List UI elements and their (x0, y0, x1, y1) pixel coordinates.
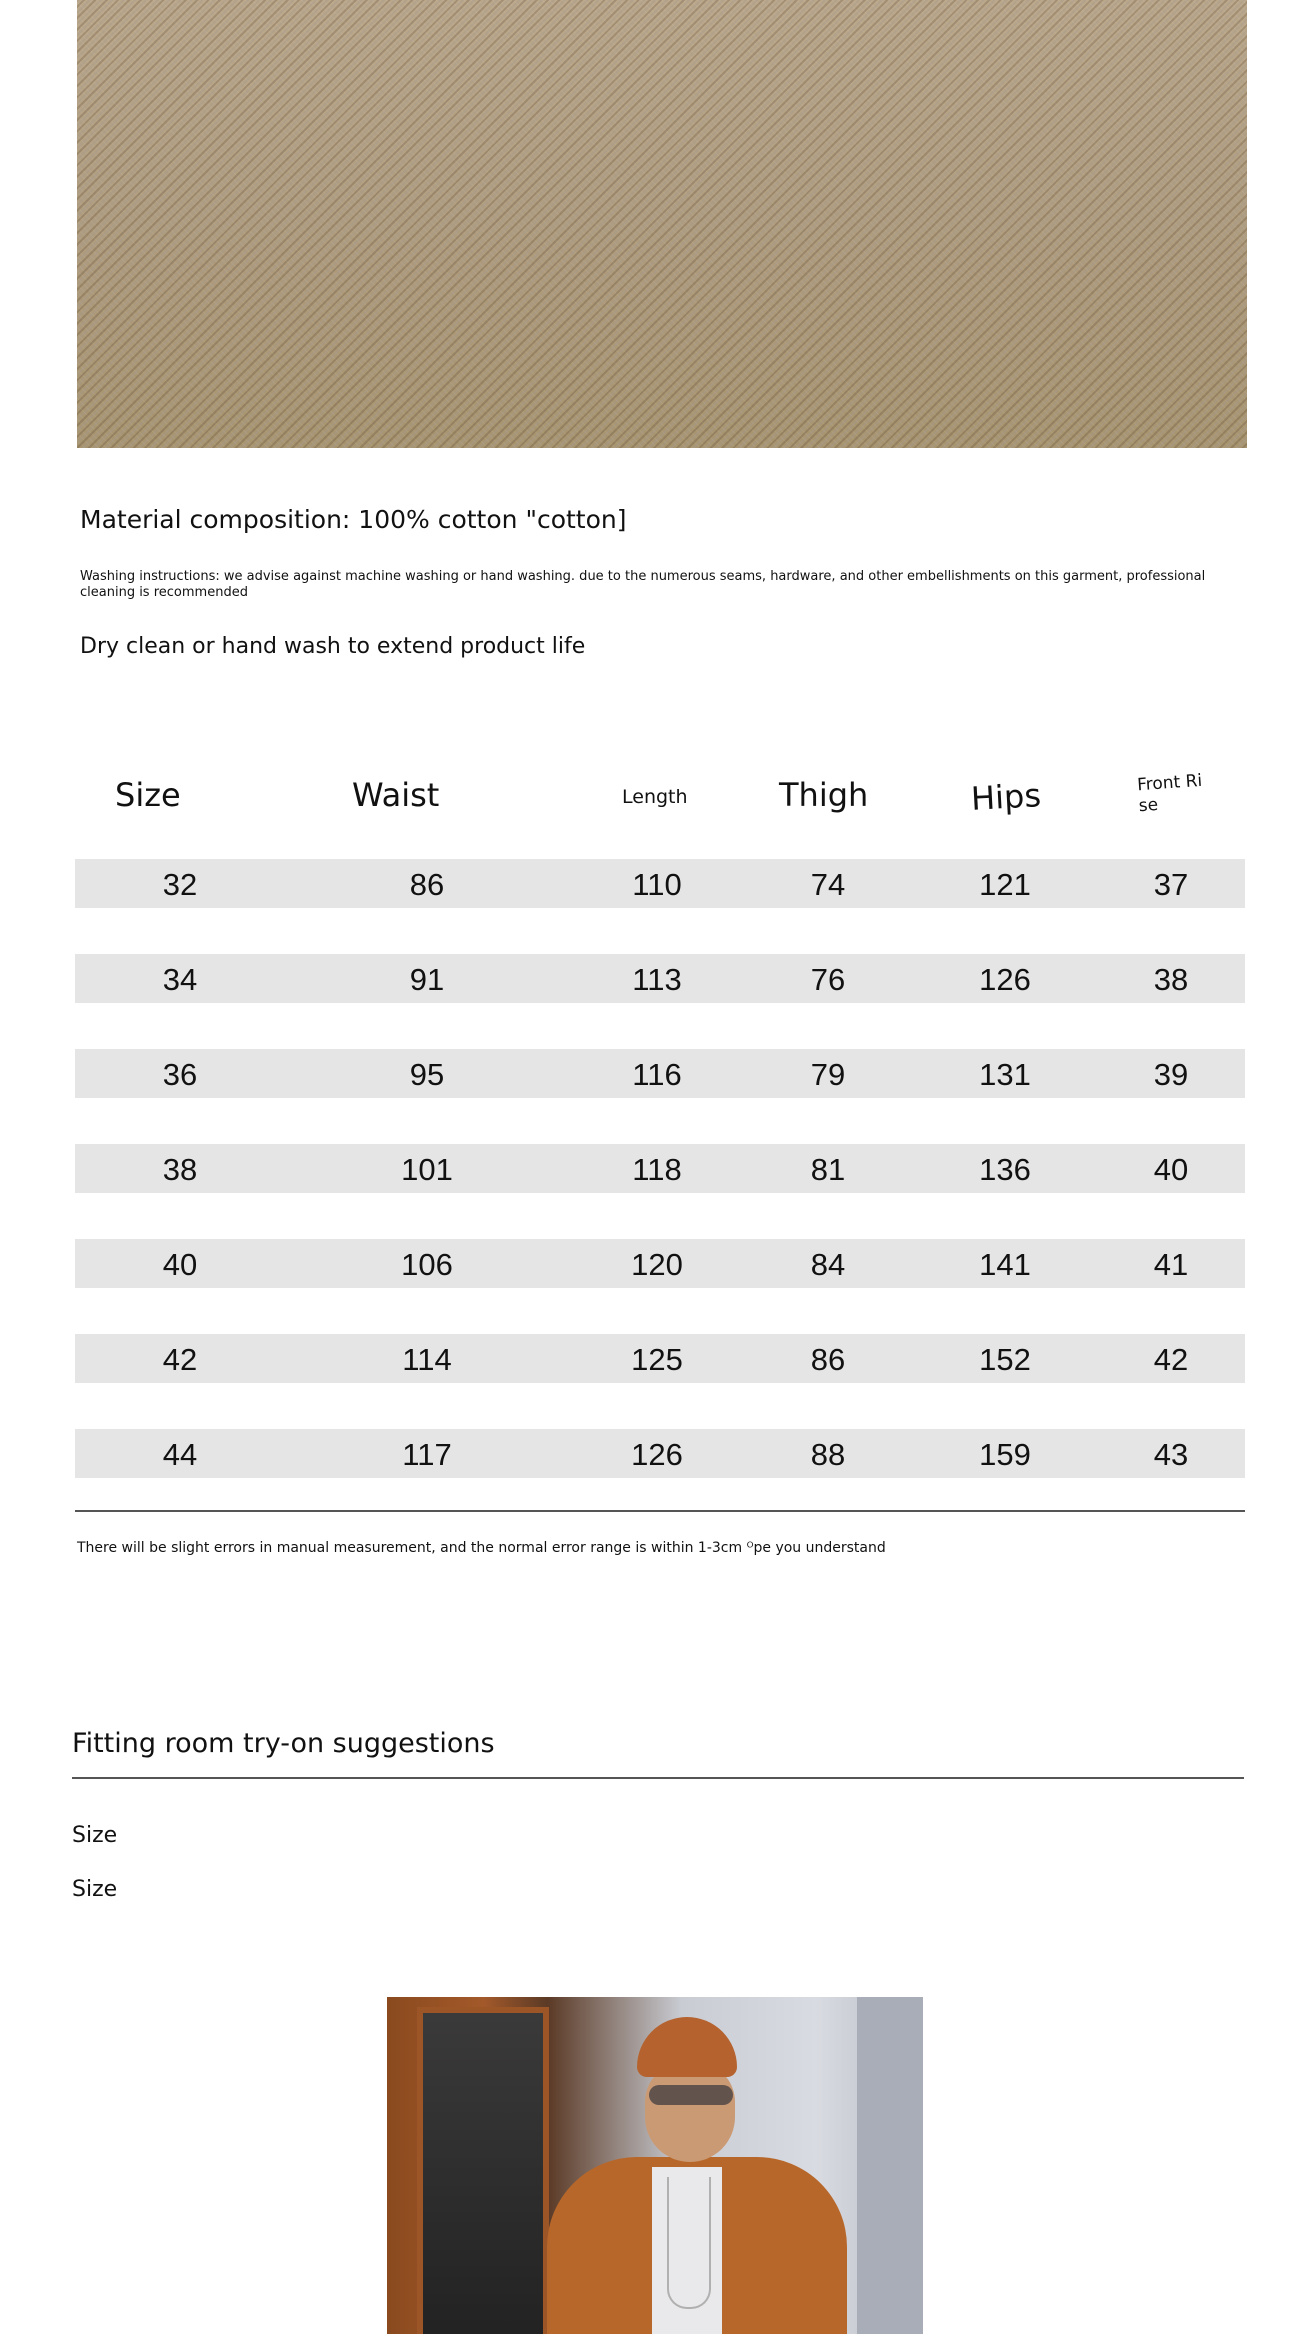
shop-window (417, 2007, 549, 2334)
table-row (75, 859, 1245, 908)
cell-front-rise: 38 (1153, 962, 1189, 997)
cell-waist: 95 (409, 1057, 445, 1092)
cell-hips: 136 (979, 1152, 1031, 1187)
model-photo (387, 1997, 923, 2334)
cell-thigh: 76 (810, 962, 846, 997)
cell-thigh: 81 (810, 1152, 846, 1187)
cell-hips: 121 (979, 867, 1031, 902)
table-row (75, 1334, 1245, 1383)
cell-front-rise: 40 (1153, 1152, 1189, 1187)
cell-size: 40 (162, 1247, 198, 1282)
model-figure (537, 2007, 857, 2334)
cell-waist: 86 (409, 867, 445, 902)
beanie-shape (637, 2017, 737, 2077)
cell-thigh: 79 (810, 1057, 846, 1092)
cell-hips: 159 (979, 1437, 1031, 1472)
cell-front-rise: 43 (1153, 1437, 1189, 1472)
cell-waist: 117 (402, 1437, 452, 1472)
cell-size: 32 (162, 867, 198, 902)
cell-front-rise: 41 (1153, 1247, 1189, 1282)
cell-size: 34 (162, 962, 198, 997)
cell-front-rise: 39 (1153, 1057, 1189, 1092)
wall-panel (857, 1997, 923, 2334)
table-row (75, 1049, 1245, 1098)
header-front-rise: Front Rise (1136, 770, 1203, 817)
header-length: Length (622, 786, 688, 808)
cell-length: 120 (631, 1247, 683, 1282)
fitting-size-line: Size (72, 1877, 118, 1902)
cell-waist: 106 (401, 1247, 453, 1282)
header-hips: Hips (970, 776, 1042, 818)
cell-thigh: 84 (810, 1247, 846, 1282)
fabric-texture-image (77, 0, 1247, 448)
cell-length: 125 (631, 1342, 683, 1377)
face-shape (645, 2062, 735, 2162)
cell-waist: 91 (409, 962, 445, 997)
cell-waist: 101 (401, 1152, 453, 1187)
table-divider (75, 1510, 1245, 1512)
material-composition: Material composition: 100% cotton "cotton] (80, 505, 627, 534)
cell-front-rise: 42 (1153, 1342, 1189, 1377)
sunglasses-shape (649, 2085, 733, 2105)
cell-length: 126 (631, 1437, 683, 1472)
cell-size: 44 (162, 1437, 198, 1472)
fitting-title: Fitting room try-on suggestions (72, 1728, 495, 1759)
washing-instructions: Washing instructions: we advise against machine washing or hand washing. due to the numerous seams, hardware, and other embellishments on this garment, professional cleaning is recommended (80, 569, 1206, 600)
necklace-shape (667, 2177, 711, 2309)
cell-length: 118 (632, 1152, 682, 1187)
cell-thigh: 74 (810, 867, 846, 902)
cell-length: 113 (632, 962, 682, 997)
cell-waist: 114 (402, 1342, 452, 1377)
cell-hips: 141 (979, 1247, 1031, 1282)
header-size: Size (115, 776, 181, 814)
cell-hips: 126 (979, 962, 1031, 997)
cell-size: 38 (162, 1152, 198, 1187)
cell-length: 116 (632, 1057, 682, 1092)
cell-thigh: 88 (810, 1437, 846, 1472)
cell-size: 42 (162, 1342, 198, 1377)
header-waist: Waist (352, 776, 440, 814)
cell-size: 36 (162, 1057, 198, 1092)
care-tip: Dry clean or hand wash to extend product life (80, 634, 586, 659)
table-row (75, 1429, 1245, 1478)
measurement-note: There will be slight errors in manual measurement, and the normal error range is within 1-3cm ᴼpe you understand (77, 1540, 886, 1556)
cell-length: 110 (632, 867, 682, 902)
table-row (75, 1144, 1245, 1193)
cell-hips: 152 (979, 1342, 1031, 1377)
cell-thigh: 86 (810, 1342, 846, 1377)
fitting-divider (72, 1777, 1244, 1779)
fitting-size-line: Size (72, 1823, 118, 1848)
table-row (75, 1239, 1245, 1288)
cell-front-rise: 37 (1153, 867, 1189, 902)
cell-hips: 131 (979, 1057, 1031, 1092)
header-thigh: Thigh (779, 776, 869, 814)
table-row (75, 954, 1245, 1003)
